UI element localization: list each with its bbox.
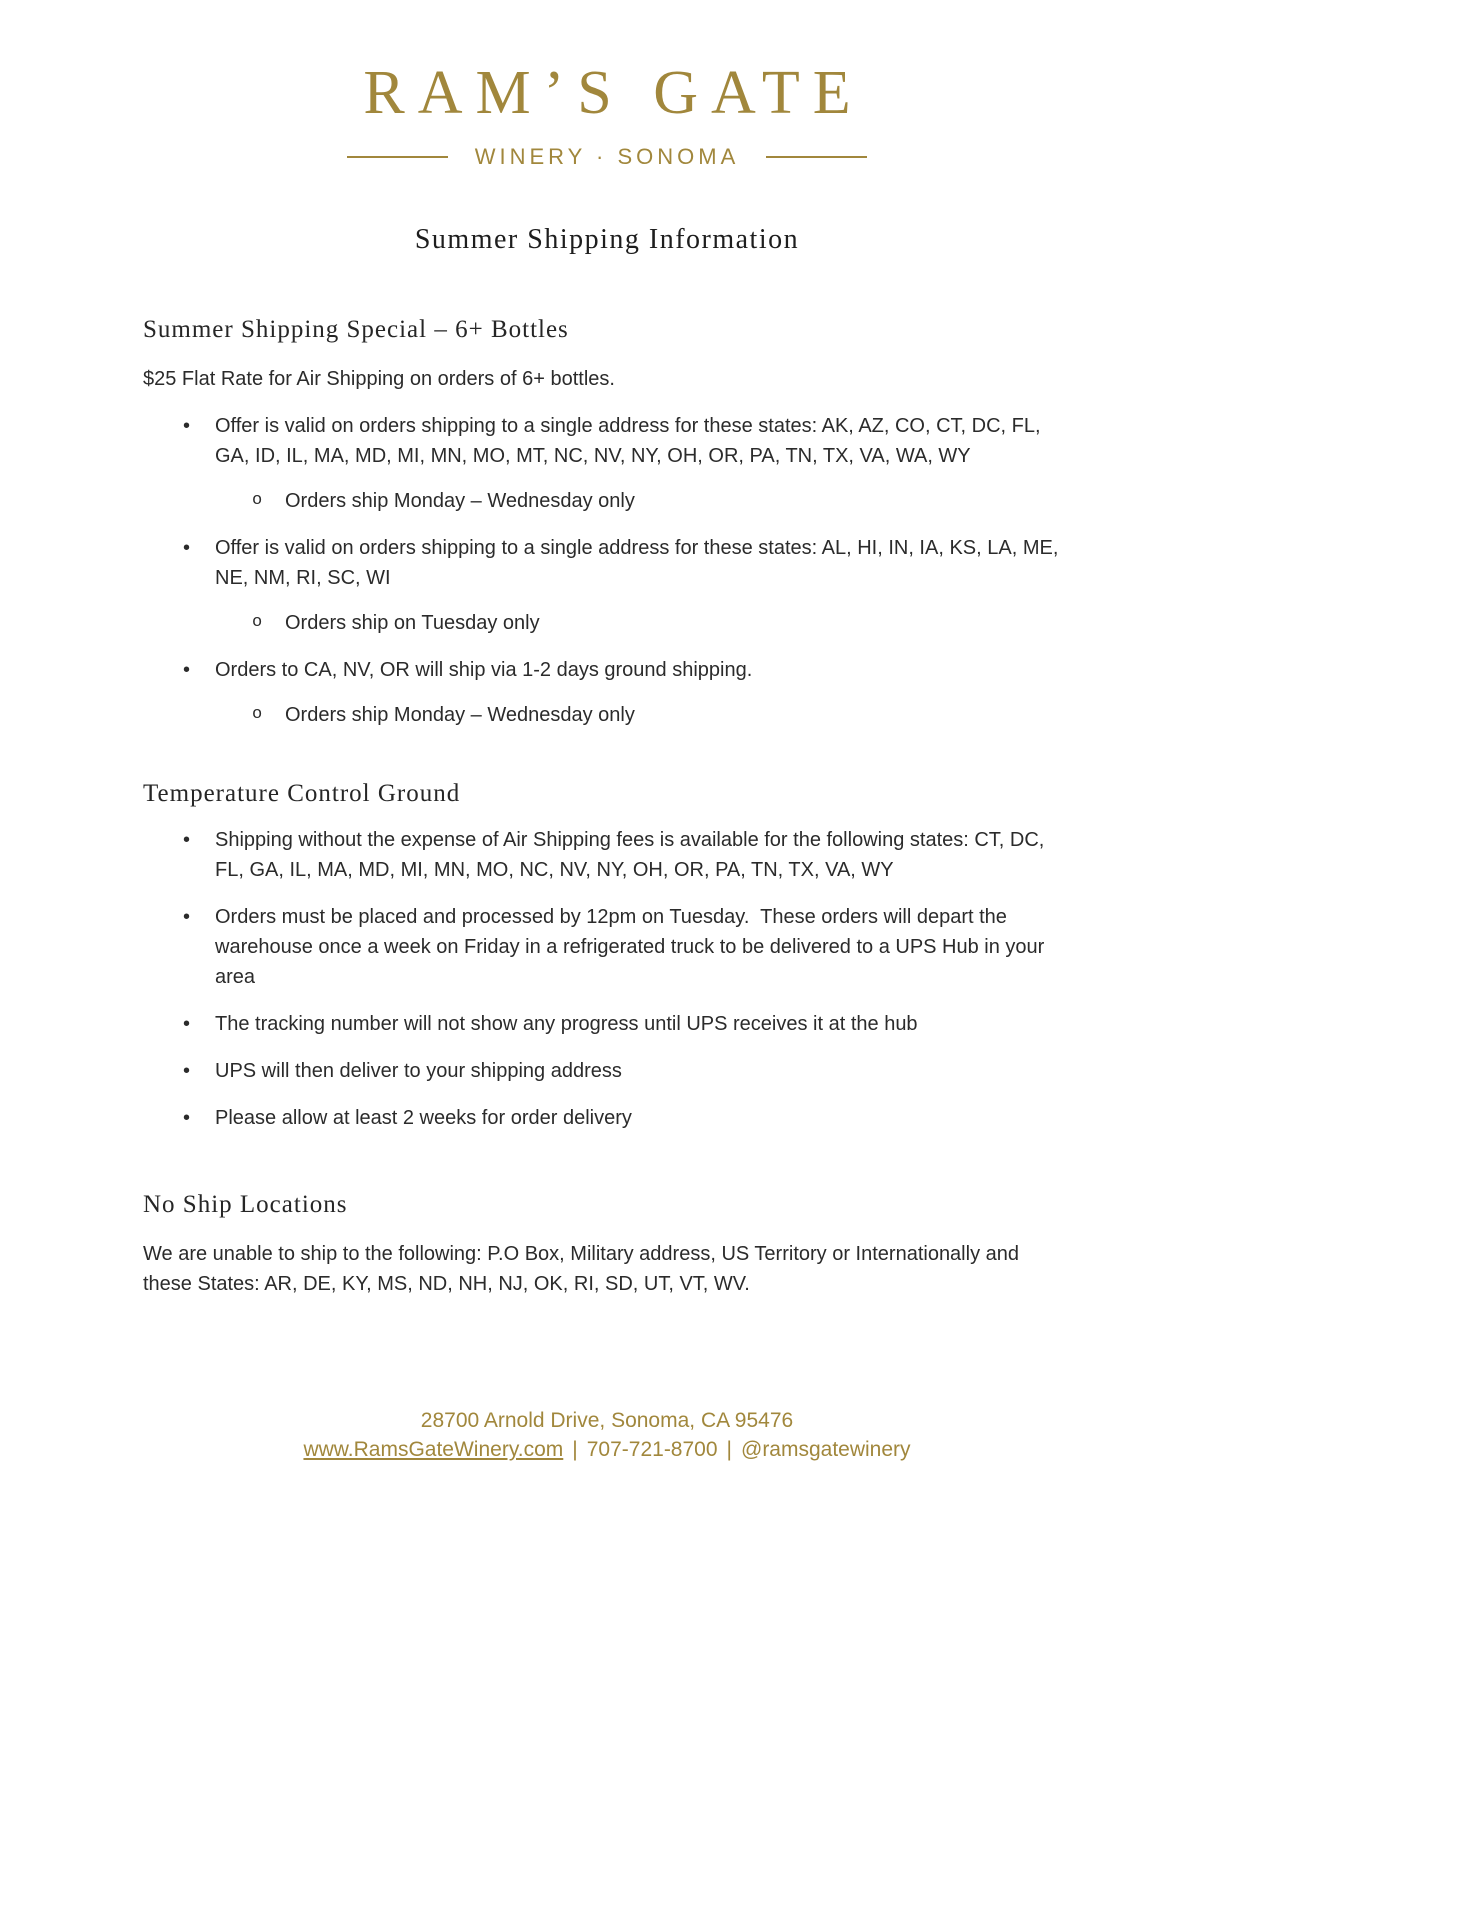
- footer-social: @ramsgatewinery: [741, 1438, 911, 1461]
- footer-separator: |: [572, 1438, 578, 1461]
- document-content: [143, 0, 1071, 1299]
- section-summer-shipping-special: [143, 316, 1071, 730]
- bullet-marker: •: [183, 906, 191, 928]
- bullet-marker: •: [183, 415, 191, 437]
- footer-separator: |: [726, 1438, 732, 1461]
- sub-bullet-marker: o: [252, 491, 263, 510]
- bullet-marker: •: [183, 1060, 191, 1082]
- bullet-item: [143, 1009, 1071, 1039]
- logo-rule-left: [347, 156, 448, 158]
- footer-address: 28700 Arnold Drive, Sonoma, CA 95476: [420, 1409, 794, 1432]
- sub-bullet-text: Orders ship Monday – Wednesday only: [285, 490, 635, 512]
- bullet-item: [143, 411, 1071, 471]
- bullet-item: [143, 825, 1071, 885]
- bullet-marker: •: [183, 1013, 191, 1035]
- section-temperature-control-ground: [143, 780, 1071, 1133]
- sub-bullet-item: [143, 608, 1071, 638]
- bullet-marker: •: [183, 537, 191, 559]
- footer-contact-line: [143, 1435, 1071, 1464]
- bullet-marker: •: [183, 829, 191, 851]
- section-no-ship-locations: [143, 1191, 1071, 1299]
- sub-bullet-marker: o: [252, 705, 263, 724]
- bullet-text: Orders to CA, NV, OR will ship via 1-2 days ground shipping.: [215, 659, 753, 681]
- section-heading-no-ship: No Ship Locations: [143, 1191, 348, 1218]
- bullet-text: Offer is valid on orders shipping to a single address for these states: AK, AZ, CO, CT, DC, FL, GA, ID, IL, MA, MD, MI, MN, MO, MT, NC, NV, NY, OH, OR, PA, TN, TX, VA, WA, WY: [215, 415, 1047, 467]
- sub-bullet-marker: o: [252, 613, 263, 632]
- flat-rate-intro: $25 Flat Rate for Air Shipping on orders of 6+ bottles.: [143, 368, 615, 390]
- section-heading-temperature-control: Temperature Control Ground: [143, 780, 461, 807]
- bullet-item: [143, 902, 1071, 992]
- logo-subtitle-row: [143, 144, 1071, 170]
- logo-subtitle: WINERY · SONOMA: [474, 144, 740, 169]
- bullet-text: Offer is valid on orders shipping to a single address for these states: AL, HI, IN, IA, KS, LA, ME, NE, NM, RI, SC, WI: [215, 537, 1064, 589]
- no-ship-paragraph: We are unable to ship to the following: P.O Box, Military address, US Territory or Internationally and these States: AR, DE, KY, MS, ND, NH, NJ, OK, RI, SD, UT, VT, WV.: [143, 1243, 1025, 1295]
- page-title: Summer Shipping Information: [414, 224, 800, 255]
- bullet-text: UPS will then deliver to your shipping address: [215, 1060, 622, 1082]
- sub-bullet-text: Orders ship Monday – Wednesday only: [285, 704, 635, 726]
- footer-phone: 707-721-8700: [586, 1438, 718, 1461]
- logo-wordmark: RAM’S GATE: [363, 59, 864, 127]
- section-heading-summer-special: Summer Shipping Special – 6+ Bottles: [143, 316, 569, 343]
- footer-website-link[interactable]: www.RamsGateWinery.com: [303, 1438, 564, 1461]
- bullet-text: The tracking number will not show any progress until UPS receives it at the hub: [215, 1013, 918, 1035]
- page-footer: [143, 1406, 1071, 1464]
- bullet-item: [143, 533, 1071, 593]
- bullet-item: [143, 1103, 1071, 1133]
- bullet-item: [143, 1056, 1071, 1086]
- logo-rule-right: [766, 156, 867, 158]
- bullet-marker: •: [183, 659, 191, 681]
- sub-bullet-item: [143, 700, 1071, 730]
- sub-bullet-item: [143, 486, 1071, 516]
- bullet-text: Orders must be placed and processed by 12pm on Tuesday. These orders will depart the warehouse once a week on Friday in a refrigerated truck to be delivered to a UPS Hub in your area: [215, 906, 1050, 988]
- bullet-marker: •: [183, 1107, 191, 1129]
- bullet-text: Shipping without the expense of Air Shipping fees is available for the following states: CT, DC, FL, GA, IL, MA, MD, MI, MN, MO, NC, NV, NY, OH, OR, PA, TN, TX, VA, WY: [215, 829, 1050, 881]
- sub-bullet-text: Orders ship on Tuesday only: [285, 612, 540, 634]
- winery-logo: [143, 58, 1071, 170]
- bullet-item: [143, 655, 1071, 685]
- bullet-text: Please allow at least 2 weeks for order delivery: [215, 1107, 632, 1129]
